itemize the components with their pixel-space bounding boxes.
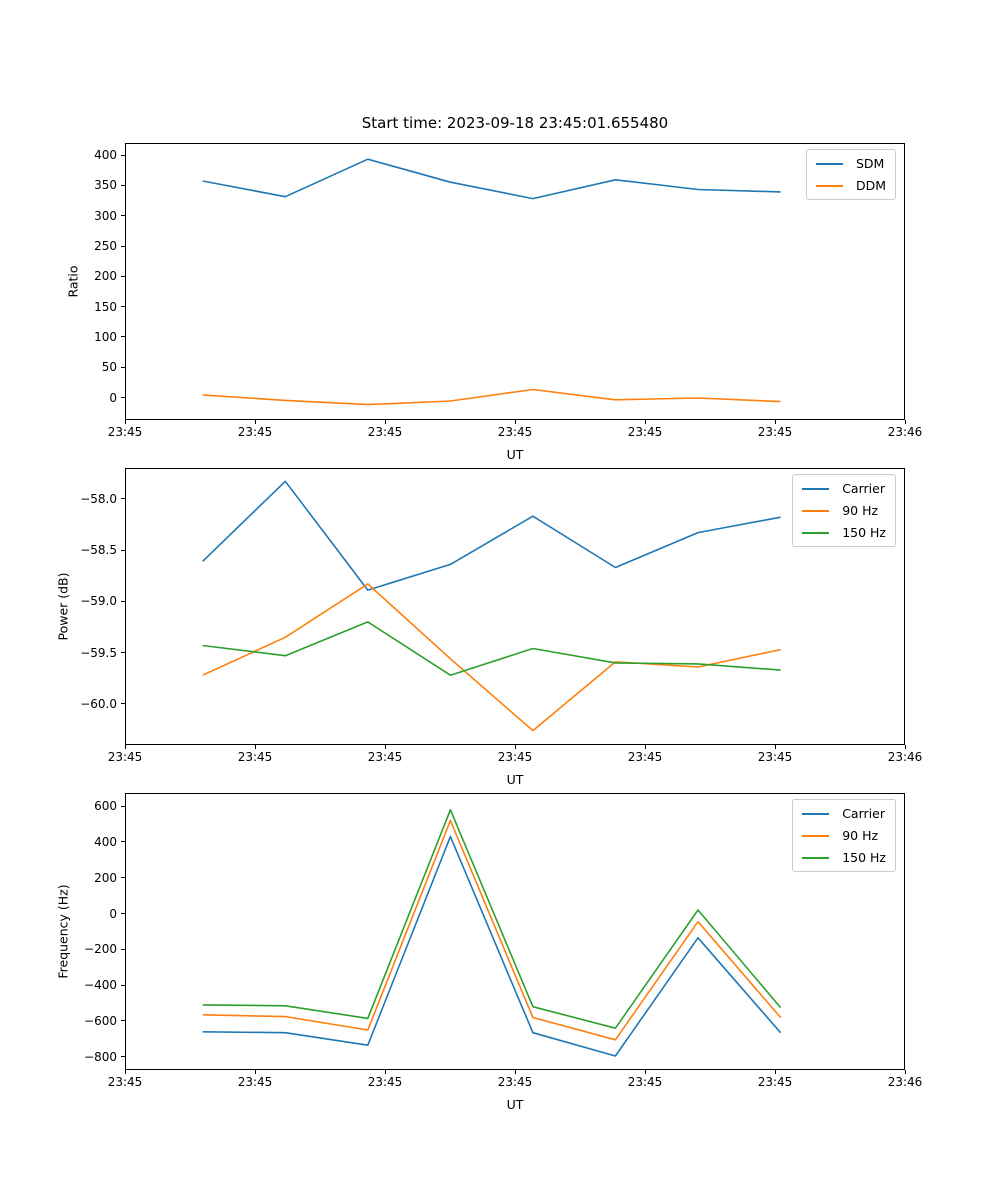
legend-swatch [802, 510, 829, 512]
legend-label: 150 Hz [842, 850, 886, 865]
legend-entry [802, 502, 886, 519]
figure-title: Start time: 2023-09-18 23:45:01.655480 [361, 114, 669, 132]
y-tick-mark [121, 601, 125, 602]
x-tick-mark [645, 745, 646, 749]
legend-swatch [816, 163, 843, 165]
legend-label: DDM [855, 178, 886, 193]
y-tick-label: −59.5 [80, 645, 117, 660]
x-tick-mark [385, 1070, 386, 1074]
y-tick-label: 50 [101, 360, 117, 375]
x-tick-label: 23:45 [367, 425, 403, 439]
plot-area [125, 793, 905, 1070]
x-tick-mark [775, 420, 776, 424]
x-tick-mark [905, 1070, 906, 1074]
legend-swatch [802, 835, 829, 837]
y-tick-label: −800 [84, 1049, 117, 1064]
legend-entry [802, 849, 886, 866]
legend-swatch [802, 532, 829, 534]
y-tick-label: −400 [84, 978, 117, 993]
legend-entry [802, 805, 886, 822]
y-tick-mark [121, 276, 125, 277]
y-tick-label: 400 [94, 148, 117, 163]
series-line-carrier [203, 481, 781, 590]
y-tick-mark [121, 985, 125, 986]
y-tick-mark [121, 1056, 125, 1057]
y-tick-label: 0 [109, 390, 117, 405]
y-axis-label-text: Power (dB) [55, 572, 71, 641]
y-tick-label: 100 [94, 329, 117, 344]
y-axis-label-text: Frequency (Hz) [55, 884, 71, 979]
x-tick-mark [645, 1070, 646, 1074]
legend [806, 149, 896, 200]
x-tick-mark [515, 745, 516, 749]
x-tick-label: 23:46 [887, 425, 923, 439]
legend-swatch [816, 185, 843, 187]
legend-label: Carrier [842, 806, 885, 821]
x-tick-mark [515, 420, 516, 424]
x-tick-label: 23:45 [757, 425, 793, 439]
y-tick-label: 300 [94, 208, 117, 223]
x-tick-mark [385, 745, 386, 749]
legend-entry [802, 524, 886, 541]
y-tick-mark [121, 306, 125, 307]
y-tick-mark [121, 185, 125, 186]
plot-lines [126, 144, 904, 419]
y-tick-label: 200 [94, 870, 117, 885]
x-tick-mark [775, 1070, 776, 1074]
legend-label: 90 Hz [842, 828, 879, 843]
x-axis-label: UT [506, 1097, 524, 1112]
series-line-90-hz [203, 584, 781, 731]
series-line-sdm [203, 159, 781, 198]
x-tick-label: 23:45 [237, 425, 273, 439]
x-tick-label: 23:45 [627, 750, 663, 764]
legend-label: 90 Hz [842, 503, 879, 518]
y-tick-mark [121, 367, 125, 368]
y-tick-label: 250 [94, 239, 117, 254]
y-tick-label: −60.0 [80, 696, 117, 711]
subplot-ratio [0, 143, 1000, 462]
x-tick-mark [125, 745, 126, 749]
legend [792, 799, 896, 872]
x-tick-mark [125, 420, 126, 424]
x-tick-label: 23:45 [237, 750, 273, 764]
y-tick-label: 0 [109, 906, 117, 921]
y-tick-mark [121, 1020, 125, 1021]
plot-area [125, 143, 905, 420]
x-tick-label: 23:45 [107, 425, 143, 439]
y-tick-mark [121, 336, 125, 337]
x-tick-mark [255, 745, 256, 749]
legend-entry [802, 480, 886, 497]
y-tick-label: 150 [94, 299, 117, 314]
y-tick-label: 200 [94, 269, 117, 284]
y-tick-mark [121, 550, 125, 551]
legend-label: 150 Hz [842, 525, 886, 540]
x-tick-mark [385, 420, 386, 424]
y-tick-mark [121, 652, 125, 653]
legend-swatch [802, 488, 829, 490]
x-tick-label: 23:45 [367, 750, 403, 764]
legend-entry [816, 177, 886, 194]
legend-swatch [802, 813, 829, 815]
legend-entry [816, 155, 886, 172]
series-line-carrier [203, 837, 781, 1056]
x-tick-label: 23:45 [367, 1075, 403, 1089]
y-tick-mark [121, 498, 125, 499]
x-tick-mark [775, 745, 776, 749]
x-tick-label: 23:45 [757, 1075, 793, 1089]
y-tick-mark [121, 806, 125, 807]
legend-label: SDM [855, 156, 885, 171]
x-axis-label: UT [506, 772, 524, 787]
y-tick-mark [121, 397, 125, 398]
x-tick-mark [515, 1070, 516, 1074]
y-tick-mark [121, 246, 125, 247]
y-tick-mark [121, 215, 125, 216]
legend [792, 474, 896, 547]
x-tick-mark [905, 420, 906, 424]
legend-swatch [802, 857, 829, 859]
x-tick-label: 23:45 [497, 750, 533, 764]
x-tick-label: 23:45 [237, 1075, 273, 1089]
y-tick-label: −58.5 [80, 543, 117, 558]
y-axis-label-text: Ratio [65, 265, 81, 298]
y-tick-label: −58.0 [80, 491, 117, 506]
plot-lines [126, 794, 904, 1069]
x-tick-label: 23:46 [887, 1075, 923, 1089]
plot-lines [126, 469, 904, 744]
x-tick-mark [125, 1070, 126, 1074]
y-tick-mark [121, 913, 125, 914]
y-tick-label: 400 [94, 834, 117, 849]
y-tick-label: −59.0 [80, 594, 117, 609]
x-tick-label: 23:45 [757, 750, 793, 764]
x-tick-label: 23:45 [497, 425, 533, 439]
x-tick-label: 23:45 [627, 425, 663, 439]
subplot-frequency [0, 793, 1000, 1112]
x-tick-label: 23:46 [887, 750, 923, 764]
series-line-ddm [203, 390, 781, 405]
y-tick-label: 600 [94, 799, 117, 814]
x-tick-mark [645, 420, 646, 424]
x-tick-label: 23:45 [107, 1075, 143, 1089]
plot-area [125, 468, 905, 745]
subplot-power [0, 468, 1000, 787]
y-tick-mark [121, 877, 125, 878]
legend-label: Carrier [842, 481, 885, 496]
y-tick-label: −600 [84, 1013, 117, 1028]
y-tick-mark [121, 841, 125, 842]
x-tick-mark [255, 420, 256, 424]
x-tick-mark [255, 1070, 256, 1074]
x-axis-label: UT [506, 447, 524, 462]
y-tick-mark [121, 703, 125, 704]
x-tick-mark [905, 745, 906, 749]
y-tick-mark [121, 949, 125, 950]
x-tick-label: 23:45 [497, 1075, 533, 1089]
y-tick-mark [121, 155, 125, 156]
y-tick-label: 350 [94, 178, 117, 193]
x-tick-label: 23:45 [107, 750, 143, 764]
y-tick-label: −200 [84, 942, 117, 957]
x-tick-label: 23:45 [627, 1075, 663, 1089]
legend-entry [802, 827, 886, 844]
